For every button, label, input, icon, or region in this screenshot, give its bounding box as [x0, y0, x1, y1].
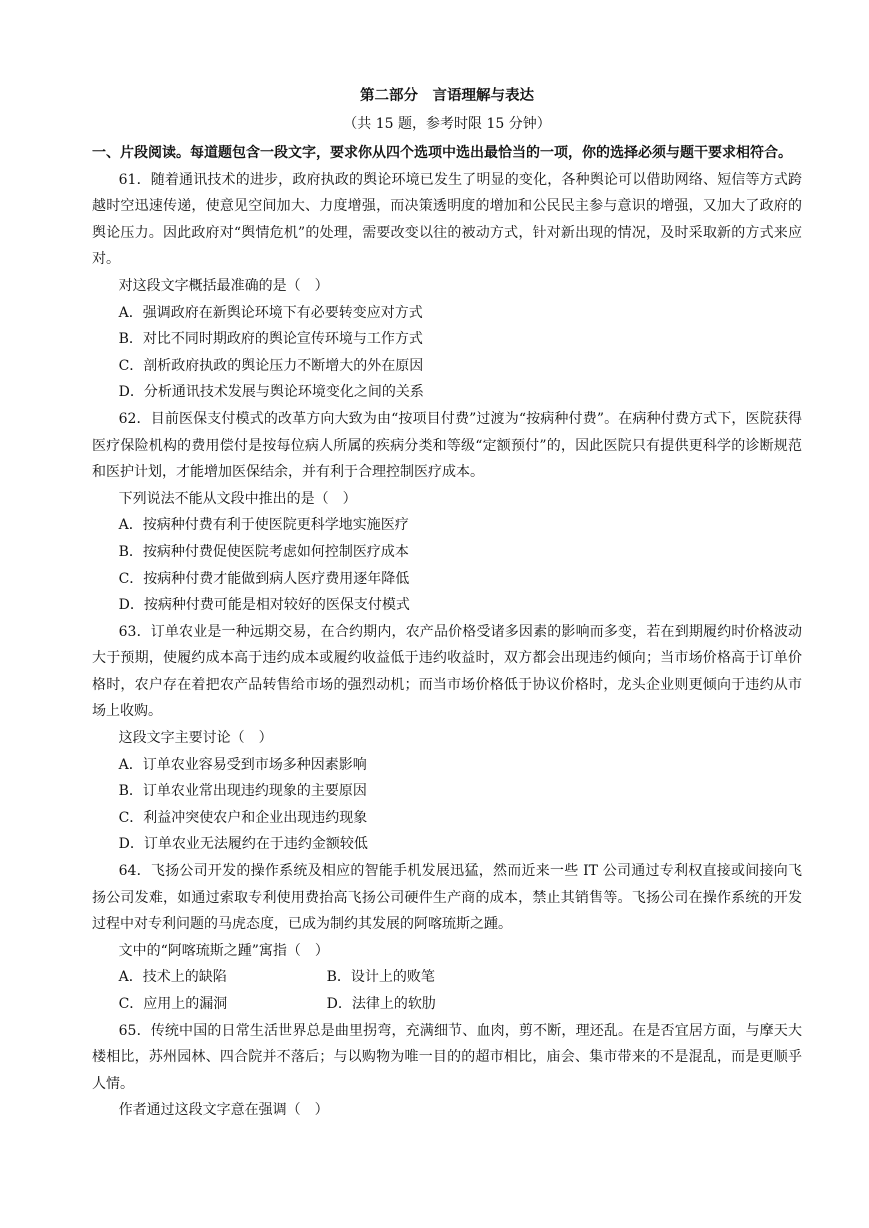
question-stem: 对这段文字概括最准确的是（ ）: [118, 277, 329, 294]
option-b: B．设计上的败笔: [326, 969, 435, 986]
option-c: C．剖析政府执政的舆论压力不断增大的外在原因: [118, 357, 424, 374]
option-row: [92, 964, 802, 991]
question-63: [92, 619, 802, 858]
option-d: D．按病种付费可能是相对较好的医保支付模式: [118, 597, 410, 614]
option-a: A．按病种付费有利于使医院更科学地实施医疗: [118, 517, 409, 534]
option-c: C．应用上的漏洞: [118, 996, 228, 1012]
question-61: [92, 167, 802, 406]
instructions: 一、片段阅读。每道题包含一段文字，要求你从四个选项中选出最恰当的一项，你的选择必须与题干要求相符合。: [92, 145, 792, 161]
question-stem: 这段文字主要讨论（ ）: [118, 730, 273, 747]
option-c: C．利益冲突使农户和企业出现违约现象: [118, 809, 368, 826]
option-a: A．技术上的缺陷: [118, 969, 227, 986]
option-b: B．订单农业常出现违约现象的主要原因: [118, 783, 367, 800]
exam-page: [92, 82, 802, 1124]
passage: 64．飞扬公司开发的操作系统及相应的智能手机发展迅猛，然而近来一些 IT 公司通过专利权直接或间接向飞扬公司发难，如通过索取专利使用费抬高飞扬公司硬件生产商的成本，禁止其销售等。飞扬公司在操作系统的开发过程中对专利问题的马虎态度，已成为制约其发展的阿喀琉斯之踵。: [92, 863, 802, 933]
option-d: D．订单农业无法履约在于违约金额较低: [118, 836, 368, 853]
passage: 65．传统中国的日常生活世界总是曲里拐弯，充满细节、血肉，剪不断，理还乱。在是否宜居方面，与摩天大楼相比，苏州园林、四合院并不落后；与以购物为唯一目的的超市相比，庙会、集市带来的不是混乱，而是更顺乎人情。: [92, 1022, 802, 1092]
option-a: A．强调政府在新舆论环境下有必要转变应对方式: [118, 304, 423, 321]
passage: 61．随着通讯技术的进步，政府执政的舆论环境已发生了明显的变化，各种舆论可以借助网络、短信等方式跨越时空迅速传递，使意见空间加大、力度增强，而决策透明度的增加和公民民主参与意识的增强，又加大了政府的舆论压力。因此政府对“舆情危机”的处理，需要改变以往的被动方式，针对新出现的情况，及时采取新的方式来应对。: [92, 171, 802, 268]
question-stem: 下列说法不能从文段中推出的是（ ）: [118, 490, 357, 507]
option-a: A．订单农业容易受到市场多种因素影响: [118, 756, 367, 773]
section-title: 第二部分 言语理解与表达: [360, 87, 534, 104]
passage: 63．订单农业是一种远期交易，在合约期内，农产品价格受诸多因素的影响而多变，若在到期履约时价格波动大于预期，使履约成本高于违约成本或履约收益低于违约收益时，双方都会出现违约倾向；当市场价格高于订单价格时，农户存在着把农产品转售给市场的强烈动机；而当市场价格低于协议价格时，龙头企业则更倾向于违约从市场上收购。: [92, 623, 802, 720]
passage: 62．目前医保支付模式的改革方向大致为由“按项目付费”过渡为“按病种付费”。在病种付费方式下，医院获得医疗保险机构的费用偿付是按每位病人所属的疾病分类和等级“定额预付”的，因此医院只有提供更科学的诊断规范和医护计划，才能增加医保结余，并有利于合理控制医疗成本。: [92, 410, 802, 481]
question-64: [92, 858, 802, 1018]
option-c: C．按病种付费才能做到病人医疗费用逐年降低: [118, 570, 410, 587]
question-stem: 文中的“阿喀琉斯之踵”寓指（ ）: [118, 942, 329, 959]
question-62: [92, 406, 802, 619]
section-subtitle: （共 15 题，参考时限 15 分钟）: [343, 116, 551, 132]
option-d: D．法律上的软肋: [326, 996, 436, 1012]
option-b: B．对比不同时期政府的舆论宣传环境与工作方式: [118, 331, 423, 348]
option-d: D．分析通讯技术发展与舆论环境变化之间的关系: [118, 384, 424, 401]
option-row: [92, 991, 802, 1018]
option-b: B．按病种付费促使医院考虑如何控制医疗成本: [118, 543, 409, 560]
question-stem: 作者通过这段文字意在强调（ ）: [118, 1102, 329, 1119]
question-65: [92, 1018, 802, 1124]
